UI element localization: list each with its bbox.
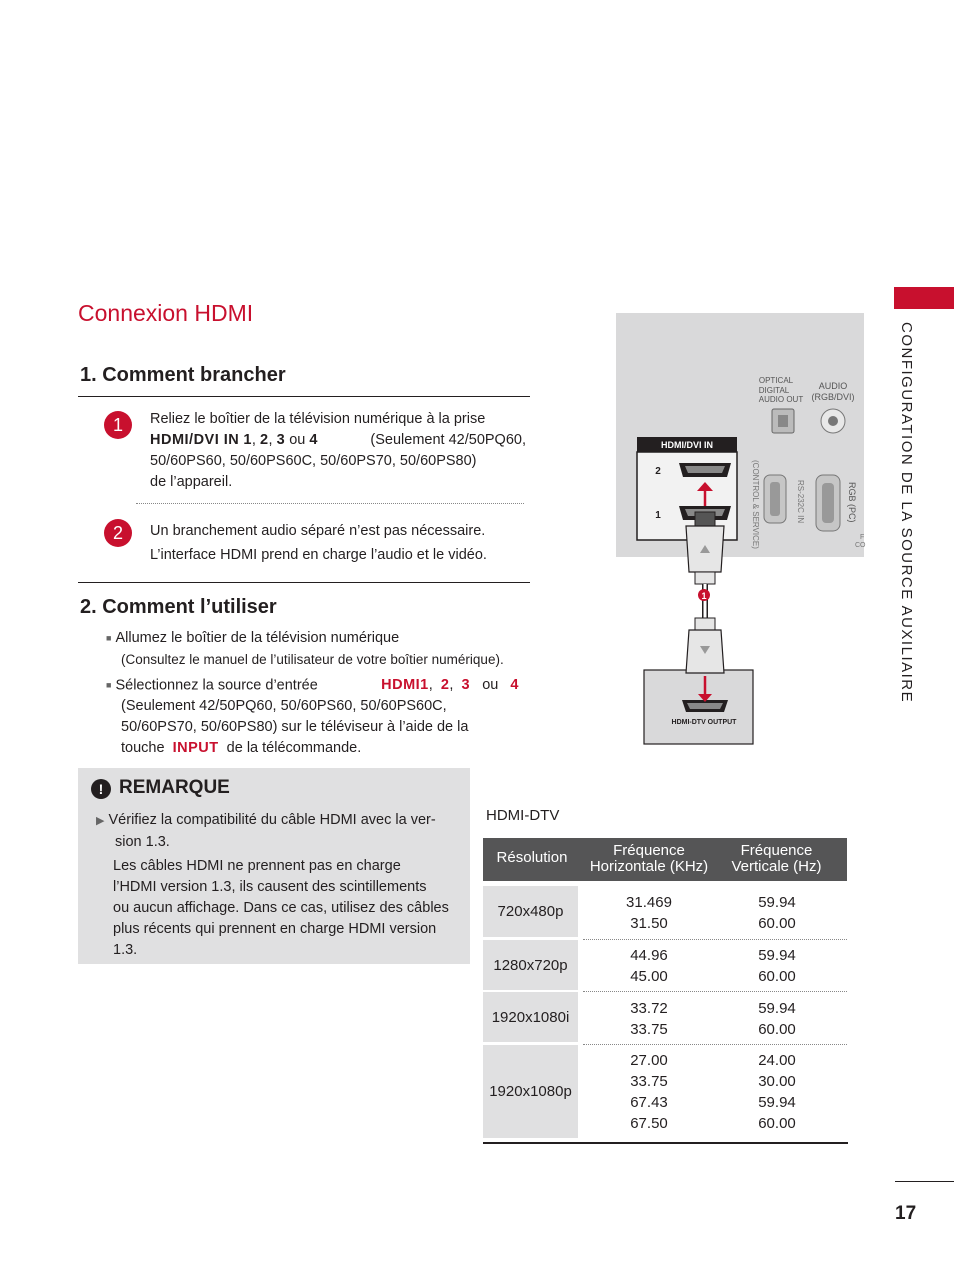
cell-value: 60.00 bbox=[758, 1115, 796, 1132]
cell-value: 31.469 bbox=[626, 894, 672, 911]
cell-value: 33.75 bbox=[630, 1021, 668, 1038]
step-1-badge: 1 bbox=[104, 411, 132, 439]
source-3: 3 bbox=[461, 677, 471, 693]
hdmi-dtv-output-label: HDMI-DTV OUTPUT bbox=[671, 719, 737, 726]
optical-label-3: AUDIO OUT bbox=[758, 395, 804, 404]
cell-value: 27.00 bbox=[630, 1052, 668, 1069]
remark-line-7: 1.3. bbox=[113, 942, 138, 958]
sep-2: , bbox=[268, 432, 273, 448]
page-title: Connexion HDMI bbox=[78, 300, 254, 326]
cell-value: 67.50 bbox=[630, 1115, 668, 1132]
chapter-title: CONFIGURATION DE LA SOURCE AUXILIAIRE bbox=[898, 322, 915, 704]
comma-1: , bbox=[428, 677, 433, 693]
touche-word: touche bbox=[121, 740, 165, 757]
remark-title: REMARQUE bbox=[119, 777, 230, 798]
source-4: 4 bbox=[510, 677, 519, 693]
sep-1: , bbox=[251, 432, 256, 448]
remark-line-4: l’HDMI version 1.3, ils causent des scintillements bbox=[113, 879, 427, 895]
bullet-square-icon: ■ bbox=[106, 633, 112, 644]
step-2-text bbox=[150, 519, 530, 567]
bullet-2-line-2: (Seulement 42/50PQ60, 50/60PS60, 50/60PS60C, bbox=[121, 698, 447, 715]
step-1-text bbox=[150, 409, 526, 493]
row-divider bbox=[583, 991, 847, 992]
header-resolution: Résolution bbox=[483, 850, 581, 866]
audio-label-1: AUDIO bbox=[818, 381, 848, 391]
remark-line-5: ou aucun affichage. Dans ce cas, utilisez des câbles bbox=[113, 900, 449, 916]
header-horizontal bbox=[582, 843, 716, 875]
audio-jack-inner bbox=[828, 416, 838, 426]
step-2-line-2: L’interface HDMI prend en charge l’audio et le vidéo. bbox=[150, 547, 487, 563]
table-row-h bbox=[584, 892, 714, 934]
service-port-inner bbox=[770, 482, 780, 516]
step-1-line-1: Reliez le boîtier de la télévision numérique à la prise bbox=[150, 411, 486, 427]
table-row-v bbox=[712, 945, 842, 987]
table-row-res: 720x480p bbox=[483, 886, 578, 937]
remark-line-2: sion 1.3. bbox=[115, 834, 170, 850]
table-row-h bbox=[584, 1050, 714, 1134]
step-1-line-3: 50/60PS60, 50/60PS60C, 50/60PS70, 50/60PS80) bbox=[150, 453, 477, 469]
hdmi-input-label: HDMI/DVI IN bbox=[150, 432, 240, 448]
cell-value: 44.96 bbox=[630, 947, 668, 964]
cell-value: 59.94 bbox=[758, 894, 796, 911]
port-1-label: 1 bbox=[655, 510, 661, 521]
page-number-rule bbox=[895, 1181, 954, 1182]
cell-value: 60.00 bbox=[758, 968, 796, 985]
cell-value: 59.94 bbox=[758, 1094, 796, 1111]
audio-label-2: (RGB/DVI) bbox=[811, 392, 855, 402]
cell-value: 60.00 bbox=[758, 1021, 796, 1038]
step-1-line-2 bbox=[150, 430, 526, 451]
model-note-1: (Seulement 42/50PQ60, bbox=[370, 432, 526, 448]
cell-value: 30.00 bbox=[758, 1073, 796, 1090]
cell-value: 45.00 bbox=[630, 968, 668, 985]
cell-value: 60.00 bbox=[758, 915, 796, 932]
step-2-badge: 2 bbox=[104, 519, 132, 547]
rs232-label: RS-232C IN bbox=[796, 480, 805, 524]
optical-label-2: DIGITAL bbox=[758, 386, 790, 395]
remark-text bbox=[96, 810, 458, 961]
or-word: ou bbox=[289, 432, 306, 448]
rgb-port-inner bbox=[822, 483, 834, 523]
row-divider bbox=[583, 1044, 847, 1045]
cell-value: 59.94 bbox=[758, 947, 796, 964]
comma-2: , bbox=[449, 677, 454, 693]
header-h-line-1: Fréquence bbox=[613, 842, 685, 859]
table-row-h bbox=[584, 945, 714, 987]
input-key: INPUT bbox=[172, 740, 219, 757]
table-row-h bbox=[584, 998, 714, 1040]
dotted-divider bbox=[136, 503, 524, 504]
lower-plug-neck bbox=[695, 618, 715, 630]
page-number: 17 bbox=[895, 1203, 917, 1224]
section-rule-1 bbox=[78, 396, 530, 397]
bullet-1 bbox=[106, 627, 526, 671]
header-h-line-2: Horizontale (KHz) bbox=[589, 858, 709, 875]
header-vertical bbox=[716, 843, 837, 875]
bullet-1-line-2: (Consultez le manuel de l’utilisateur de votre boîtier numérique). bbox=[121, 652, 504, 668]
hdmi-input-1: 1 bbox=[243, 432, 252, 448]
bullet-square-icon: ■ bbox=[106, 680, 112, 690]
edge-label-1: F bbox=[860, 534, 865, 541]
upper-plug-tip bbox=[695, 512, 715, 526]
table-row-v bbox=[712, 1050, 842, 1134]
dtv-hdmi-port-inner bbox=[687, 703, 723, 709]
table-row-v bbox=[712, 998, 842, 1040]
control-service-label: (CONTROL & SERVICE) bbox=[751, 460, 760, 549]
source-2: 2 bbox=[440, 677, 450, 693]
table-caption: HDMI-DTV bbox=[486, 807, 560, 824]
upper-plug-neck bbox=[695, 572, 715, 584]
cell-value: 24.00 bbox=[758, 1052, 796, 1069]
table-row-v bbox=[712, 892, 842, 934]
row-divider bbox=[583, 939, 847, 940]
bullet-1-line-1: Allumez le boîtier de la télévision numérique bbox=[115, 630, 400, 646]
step-1-line-4: de l’appareil. bbox=[150, 474, 233, 490]
table-row-res: 1280x720p bbox=[483, 940, 578, 990]
header-v-line-1: Fréquence bbox=[740, 842, 813, 859]
bullet-2 bbox=[106, 675, 519, 759]
hdmi-in-label: HDMI/DVI IN bbox=[660, 440, 714, 450]
connection-diagram bbox=[600, 300, 870, 760]
port-2-label: 2 bbox=[655, 466, 661, 477]
section-heading-connect: 1. Comment brancher bbox=[80, 364, 286, 386]
cell-value: 33.75 bbox=[630, 1073, 668, 1090]
exclamation-icon: ! bbox=[91, 779, 111, 799]
cable-marker-label: 1 bbox=[701, 591, 707, 601]
hdmi-input-4: 4 bbox=[309, 432, 318, 448]
hdmi-input-2: 2 bbox=[259, 432, 269, 448]
hdmi-input-3: 3 bbox=[276, 432, 286, 448]
table-bottom-rule bbox=[483, 1142, 848, 1144]
edge-label-2: CO bbox=[855, 542, 866, 549]
bullet-2-line-1: Sélectionnez la source d’entrée bbox=[115, 677, 318, 694]
bullet-2-line-3: 50/60PS70, 50/60PS80) sur le téléviseur à l’aide de la bbox=[121, 719, 469, 736]
cell-value: 59.94 bbox=[758, 1000, 796, 1017]
remark-line-1: Vérifiez la compatibilité du câble HDMI avec la ver- bbox=[108, 812, 436, 828]
table-row-res: 1920x1080i bbox=[483, 992, 578, 1042]
chapter-tab bbox=[894, 287, 954, 309]
table-row-res: 1920x1080p bbox=[483, 1045, 578, 1138]
arrow-icon: ▶ bbox=[96, 815, 105, 827]
rgb-pc-label: RGB (PC) bbox=[847, 482, 857, 523]
step-2-line-1: Un branchement audio séparé n’est pas nécessaire. bbox=[150, 523, 486, 539]
optical-port-inner bbox=[778, 415, 788, 427]
remote-text: de la télécommande. bbox=[226, 740, 362, 757]
cell-value: 67.43 bbox=[630, 1094, 668, 1111]
header-v-line-2: Verticale (Hz) bbox=[731, 858, 822, 875]
remark-line-6: plus récents qui prennent en charge HDMI version bbox=[113, 921, 437, 937]
or-word-2: ou bbox=[482, 677, 499, 693]
cell-value: 31.50 bbox=[630, 915, 668, 932]
cell-value: 33.72 bbox=[630, 1000, 668, 1017]
source-hdmi1: HDMI1 bbox=[381, 677, 429, 693]
section-heading-use: 2. Comment l’utiliser bbox=[80, 596, 277, 618]
bullet-2-line-4 bbox=[106, 738, 519, 759]
optical-label-1: OPTICAL bbox=[758, 376, 794, 385]
remark-line-3: Les câbles HDMI ne prennent pas en charge bbox=[113, 858, 401, 874]
section-rule-2 bbox=[78, 582, 530, 583]
hdmi-port-2-inner bbox=[685, 466, 725, 473]
